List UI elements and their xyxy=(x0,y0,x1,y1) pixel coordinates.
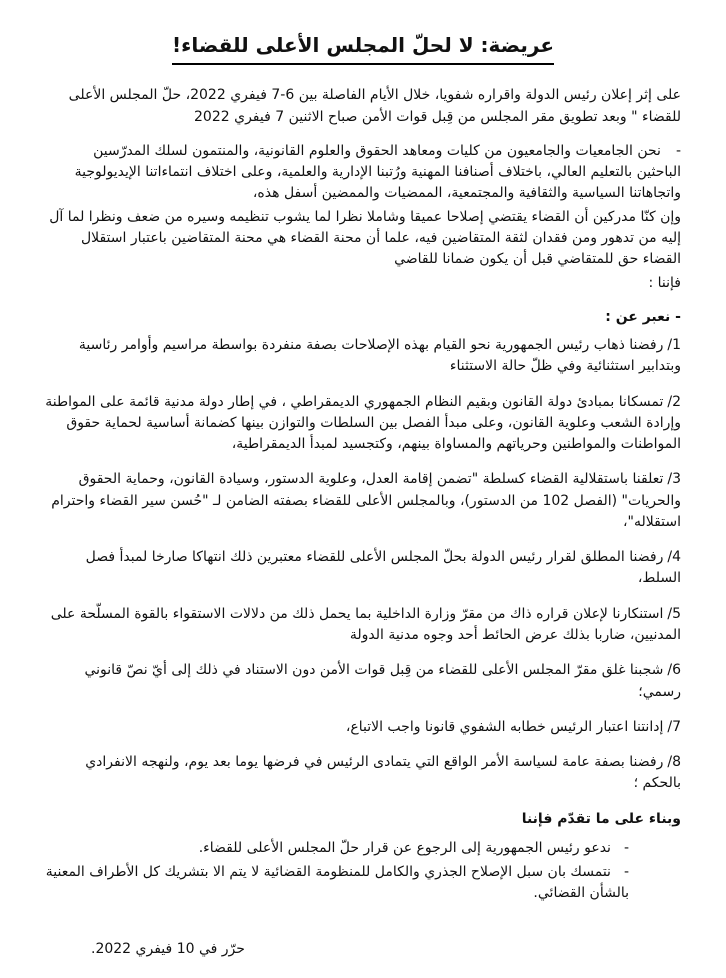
petition-point-1 xyxy=(45,335,681,378)
point-number: 2/ xyxy=(667,393,681,410)
preamble-text: نحن الجامعيات والجامعيون من كليات ومعاهد الحقوق والعلوم القانونية، والمنتمون لسلك المدرّسين الباحثين بالتعليم العالي، باختلاف أصنافنا المهنية ورُتبنا الإدارية والعلمية، وعلى اختلاف انتماءاتنا الإيديولوجية واتجاهاتنا السياسية والثقافية والمجتمعية، الممضيات والممضين أسفل هذه، xyxy=(74,142,681,202)
conclusion-item-2 xyxy=(45,862,681,905)
petition-point-5 xyxy=(45,604,681,647)
point-text: تعلقنا باستقلالية القضاء كسلطة "تضمن إقامة العدل، وعلوية الدستور، وسيادة القانون، وحماية الحقوق والحريات" (الفصل 102 من الدستور)، وبالمجلس الأعلى للقضاء بصفته الضامن لـ "حُسن سير القضاء واحترام استقلاله"، xyxy=(51,471,681,530)
petition-point-7 xyxy=(45,717,681,738)
dash-marker: - xyxy=(623,839,629,856)
point-text: تمسكانا بمبادئ دولة القانون وبقيم النظام الجمهوري الديمقراطي ، في إطار دولة مدنية قائمة على المواطنة وإرادة الشعب وعلوية القانون، وعلى مبدأ الفصل بين السلطات والتوازن بينها كضمانة أساسية لحماية حقوق المواطنات والمواطنين وحرياتهم والمساواة بينهم، وكتجسيد لمبدأ الديمقراطية، xyxy=(45,393,681,453)
point-number: 4/ xyxy=(667,549,681,566)
petition-point-4 xyxy=(45,547,681,590)
dash-marker: - xyxy=(623,864,629,881)
point-number: 3/ xyxy=(667,471,681,488)
title-row xyxy=(45,30,681,65)
point-text: رفضنا ذهاب رئيس الجمهورية نحو القيام بهذه الإصلاحات بصفة منفردة بواسطة مراسيم وأوامر رئاسية وبتدابير استثنائية وفي ظلّ حالة الاستثناء xyxy=(78,337,681,375)
point-number: 7/ xyxy=(667,718,681,735)
point-number: 5/ xyxy=(667,605,681,622)
point-text: استنكارنا لإعلان قراره ذاك من مقرّ وزارة الداخلية بما يحمل ذلك من دلالات الاستقواء بالقوة المسلّحة على المدنيين، ضاربا بذلك عرض الحائط أحد وجوه مدنية الدولة xyxy=(50,605,681,643)
petition-point-6 xyxy=(45,660,681,703)
point-text: رفضنا المطلق لقرار رئيس الدولة بحلّ المجلس الأعلى للقضاء معتبرين ذلك انتهاكا صارخا لمبدأ فصل السلط، xyxy=(85,549,681,587)
conclusion-text: ندعو رئيس الجمهورية إلى الرجوع عن قرار حلّ المجلس الأعلى للقضاء. xyxy=(198,839,611,856)
point-number: 8/ xyxy=(667,754,681,771)
point-text: إدانتنا اعتبار الرئيس خطابه الشفوي قانونا واجب الاتباع، xyxy=(345,718,664,735)
dash-marker: - xyxy=(675,142,681,159)
conclusion-text: نتمسك بان سبل الإصلاح الجذري والكامل للمنظومة القضائية لا يتم الا بتشريك كل الأطراف المعنية بالشأن القضائي. xyxy=(45,864,629,902)
point-number: 6/ xyxy=(667,662,681,679)
context-paragraph: وإن كنّا مدركين أن القضاء يقتضي إصلاحا عميقا وشاملا نظرا لما يشوب تنظيمه وسيره من ضعف ونظرا لما آل إليه من تدهور ومن فقدان لثقة المتقاضين فيه، علما أن محنة القضاء هي محنة المتقاضين باعتبار استقلال القضاء حق للمتقاضي قبل أن يكون ضمانا للقاضي xyxy=(49,208,681,268)
point-number: 1/ xyxy=(667,337,681,354)
express-heading: - نعبر عن : xyxy=(605,308,681,325)
intro-paragraph: على إثر إعلان رئيس الدولة واقراره شفويا، خلال الأيام الفاصلة بين 6-7 فيفري 2022، حلّ المجلس الأعلى للقضاء " وبعد تطويق مقر المجلس من قِبل قوات الأمن صباح الاثنين 7 فيفري 2022 xyxy=(68,87,681,125)
therefore-line: فإننا : xyxy=(648,274,681,291)
conclusion-heading: وبناء على ما تقدّم فإننا xyxy=(521,810,681,827)
petition-point-3 xyxy=(45,469,681,533)
preamble-item xyxy=(45,141,681,205)
petition-point-2 xyxy=(45,392,681,456)
point-text: رفضنا بصفة عامة لسياسة الأمر الواقع التي يتمادى الرئيس في فرضها يوما بعد يوم، ولنهجه الانفرادي بالحكم ؛ xyxy=(85,754,681,792)
petition-point-8 xyxy=(45,752,681,795)
document-title: عريضة: لا لحلّ المجلس الأعلى للقضاء! xyxy=(172,30,554,65)
date-line: حرّر في 10 فيفري 2022. xyxy=(91,940,245,957)
conclusion-item-1 xyxy=(45,838,681,859)
point-text: شجبنا غلق مقرّ المجلس الأعلى للقضاء من قِبل قوات الأمن دون الاستناد في ذلك إلى أيّ نصّ قانوني رسمي؛ xyxy=(84,662,681,700)
